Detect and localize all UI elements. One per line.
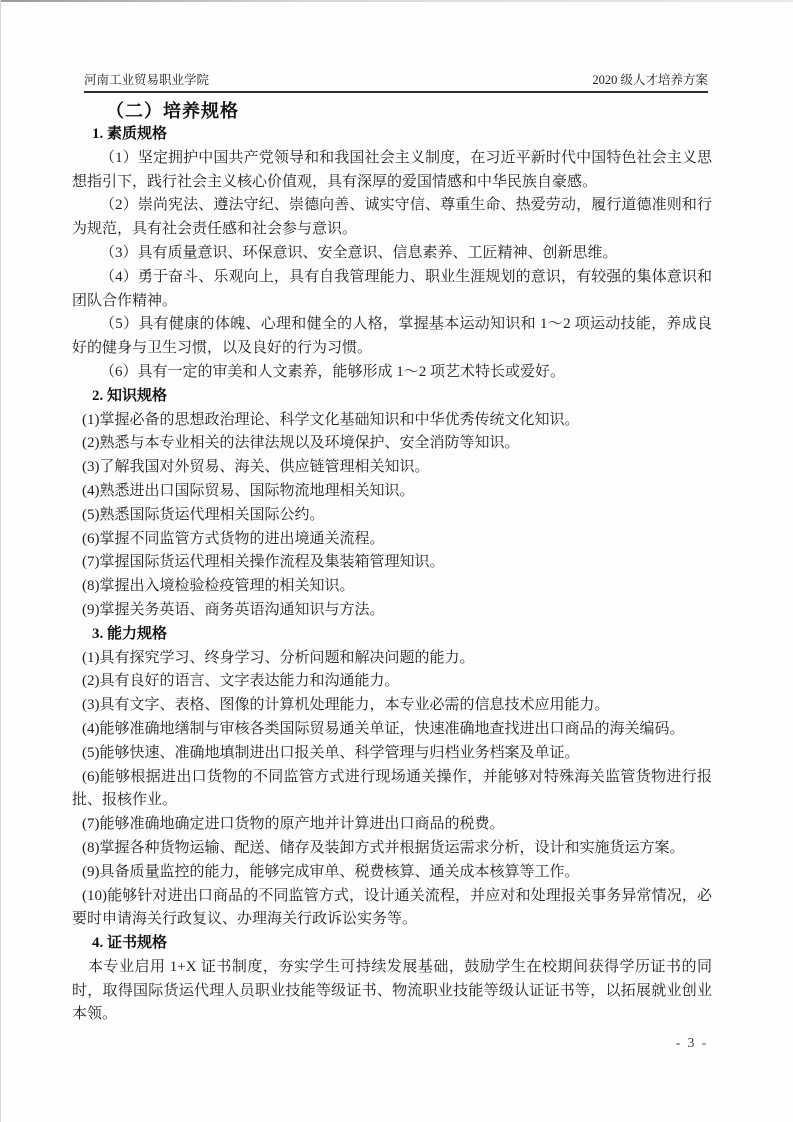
paragraph-item: (2)熟悉与本专业相关的法律法规以及环境保护、安全消防等知识。 [82, 435, 520, 452]
paragraph-item: （1）坚定拥护中国共产党领导和和我国社会主义制度，在习近平新时代中国特色社会主义思想指引下，践行社会主义核心价值观，具有深厚的爱国情感和中华民族自豪感。 [72, 149, 712, 190]
paragraph-item: (4)熟悉进出口国际贸易、国际物流地理相关知识。 [82, 482, 415, 499]
paragraph-item: (5)熟悉国际货运代理相关国际公约。 [82, 506, 325, 523]
paragraph-item: (2)具有良好的语言、文字表达能力和沟通能力。 [82, 673, 400, 690]
paragraph-item: (3)具有文字、表格、图像的计算机处理能力，本专业必需的信息技术应用能力。 [82, 697, 610, 714]
subsection-heading: 1. 素质规格 [92, 126, 168, 142]
paragraph-item: （4）勇于奋斗、乐观向上，具有自我管理能力、职业生涯规划的意识，有较强的集体意识和团队合作精神。 [72, 268, 712, 309]
subsection-heading: 3. 能力规格 [92, 625, 168, 642]
document-title: 2020 级人才培养方案 [592, 73, 708, 87]
subsection-heading: 2. 知识规格 [92, 387, 168, 404]
paragraph-item: (4)能够准确地缮制与审核各类国际贸易通关单证，快速准确地查找进出口商品的海关编码。 [82, 720, 685, 737]
paragraph-item: (5)能够快速、准确地填制进出口报关单、科学管理与归档业务档案及单证。 [82, 744, 580, 761]
paragraph-item: (1)具有探究学习、终身学习、分析问题和解决问题的能力。 [82, 649, 475, 666]
paragraph-item: (3)了解我国对外贸易、海关、供应链管理相关知识。 [82, 459, 430, 476]
paragraph-item: (6)掌握不同监管方式货物的进出境通关流程。 [82, 530, 385, 547]
paragraph-item: （3）具有质量意识、环保意识、安全意识、信息素养、工匠精神、创新思维。 [100, 244, 618, 261]
document-body-sections [72, 123, 712, 1027]
page-number: - 3 - [675, 1035, 709, 1050]
document-body [72, 99, 712, 1027]
paragraph-item: (9)具备质量监控的能力，能够完成审单、税费核算、通关成本核算等工作。 [82, 863, 580, 880]
paragraph-item: (8)掌握出入境检验检疫管理的相关知识。 [82, 578, 355, 595]
scan-edge-top [0, 0, 793, 2]
paragraph-item: (10)能够针对进出口商品的不同监管方式，设计通关流程，并应对和处理报关事务异常情况，必要时申请海关行政复议、办理海关行政诉讼实务等。 [72, 887, 712, 928]
paragraph-item: (9)掌握关务英语、商务英语沟通知识与方法。 [82, 601, 385, 618]
paragraph-item: (7)掌握国际货运代理相关操作流程及集装箱管理知识。 [82, 554, 445, 571]
page-header [84, 70, 708, 93]
subsection-heading: 4. 证书规格 [92, 935, 168, 952]
school-name: 河南工业贸易职业学院 [84, 73, 210, 87]
paragraph-item: (7)能够准确地确定进口货物的原产地并计算进出口商品的税费。 [82, 816, 505, 833]
paragraph-item: （5）具有健康的体魄、心理和健全的人格，掌握基本运动知识和 1～2 项运动技能，养成良好的健身与卫生习惯，以及良好的行为习惯。 [72, 316, 712, 357]
paragraph-item: (8)掌握各种货物运输、配送、储存及装卸方式并根据货运需求分析，设计和实施货运方案。 [82, 839, 685, 856]
paragraph-item: 本专业启用 1+X 证书制度，夯实学生可持续发展基础，鼓励学生在校期间获得学历证书的同时，取得国际货运代理人员职业技能等级证书、物流职业技能等级认证证书等，以拓展就业创业本领。 [72, 958, 712, 1023]
paragraph-item: (1)掌握必备的思想政治理论、科学文化基础知识和中华优秀传统文化知识。 [82, 411, 580, 428]
paragraph-item: (6)能够根据进出口货物的不同监管方式进行现场通关操作，并能够对特殊海关监管货物进行报批、报核作业。 [72, 768, 712, 809]
scan-edge-left [0, 0, 1, 1122]
paragraph-item: （6）具有一定的审美和人文素养，能够形成 1～2 项艺术特长或爱好。 [100, 363, 566, 380]
paragraph-item: （2）崇尚宪法、遵法守纪、崇德向善、诚实守信、尊重生命、热爱劳动，履行道德准则和行为规范，具有社会责任感和社会参与意识。 [72, 197, 712, 238]
section-title: （二）培养规格 [106, 101, 239, 121]
